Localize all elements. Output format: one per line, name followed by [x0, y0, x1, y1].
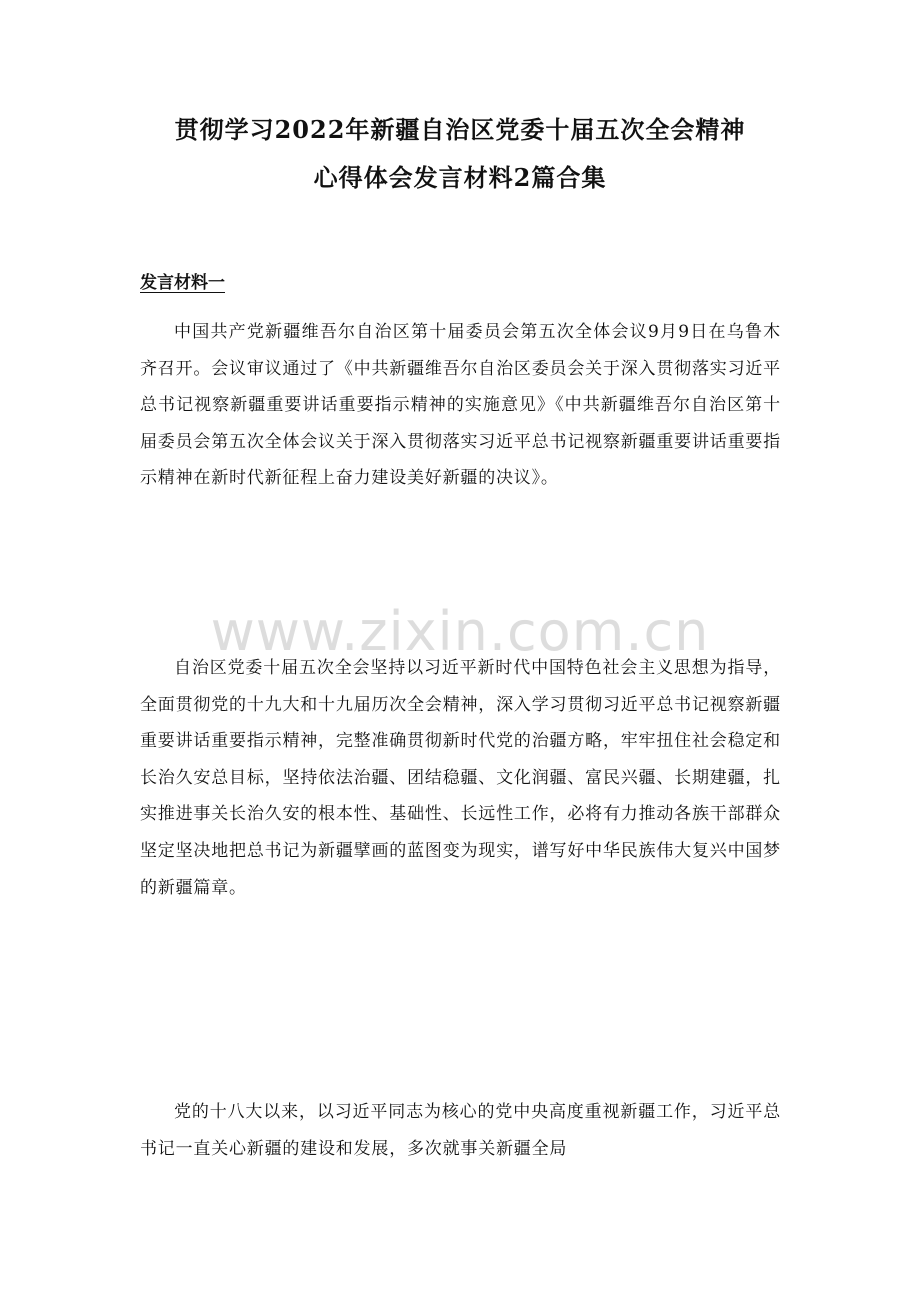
document-title — [140, 106, 780, 202]
section-heading: 发言材料一 — [140, 273, 225, 293]
paragraph-3: 党的十八大以来，以习近平同志为核心的党中央高度重视新疆工作，习近平总书记一直关心新疆的建设和发展，多次就事关新疆全局 — [140, 1102, 781, 1159]
document-title-line-1: 贯彻学习2022年新疆自治区党委十届五次全会精神 — [174, 115, 746, 144]
paragraph-1: 中国共产党新疆维吾尔自治区第十届委员会第五次全体会议9月9日在乌鲁木齐召开。会议审议通过了《中共新疆维吾尔自治区委员会关于深入贯彻落实习近平总书记视察新疆重要讲话重要指示精神的实施意见》《中共新疆维吾尔自治区第十届委员会第五次全体会议关于深入贯彻落实习近平总书记视察新疆重要讲话重要指示精神在新时代新征程上奋力建设美好新疆的决议》。 — [140, 322, 781, 489]
paragraph-2: 自治区党委十届五次全会坚持以习近平新时代中国特色社会主义思想为指导，全面贯彻党的十九大和十九届历次全会精神，深入学习贯彻习近平总书记视察新疆重要讲话重要指示精神，完整准确贯彻新时代党的治疆方略，牢牢扭住社会稳定和长治久安总目标，坚持依法治疆、团结稳疆、文化润疆、富民兴疆、长期建疆，扎实推进事关长治久安的根本性、基础性、长远性工作，必将有力推动各族干部群众坚定坚决地把总书记为新疆擘画的蓝图变为现实，谱写好中华民族伟大复兴中国梦的新疆篇章。 — [140, 658, 781, 898]
watermark-text: www.zixin.com.cn — [210, 600, 710, 663]
document-title-line-2: 心得体会发言材料2篇合集 — [313, 163, 607, 192]
